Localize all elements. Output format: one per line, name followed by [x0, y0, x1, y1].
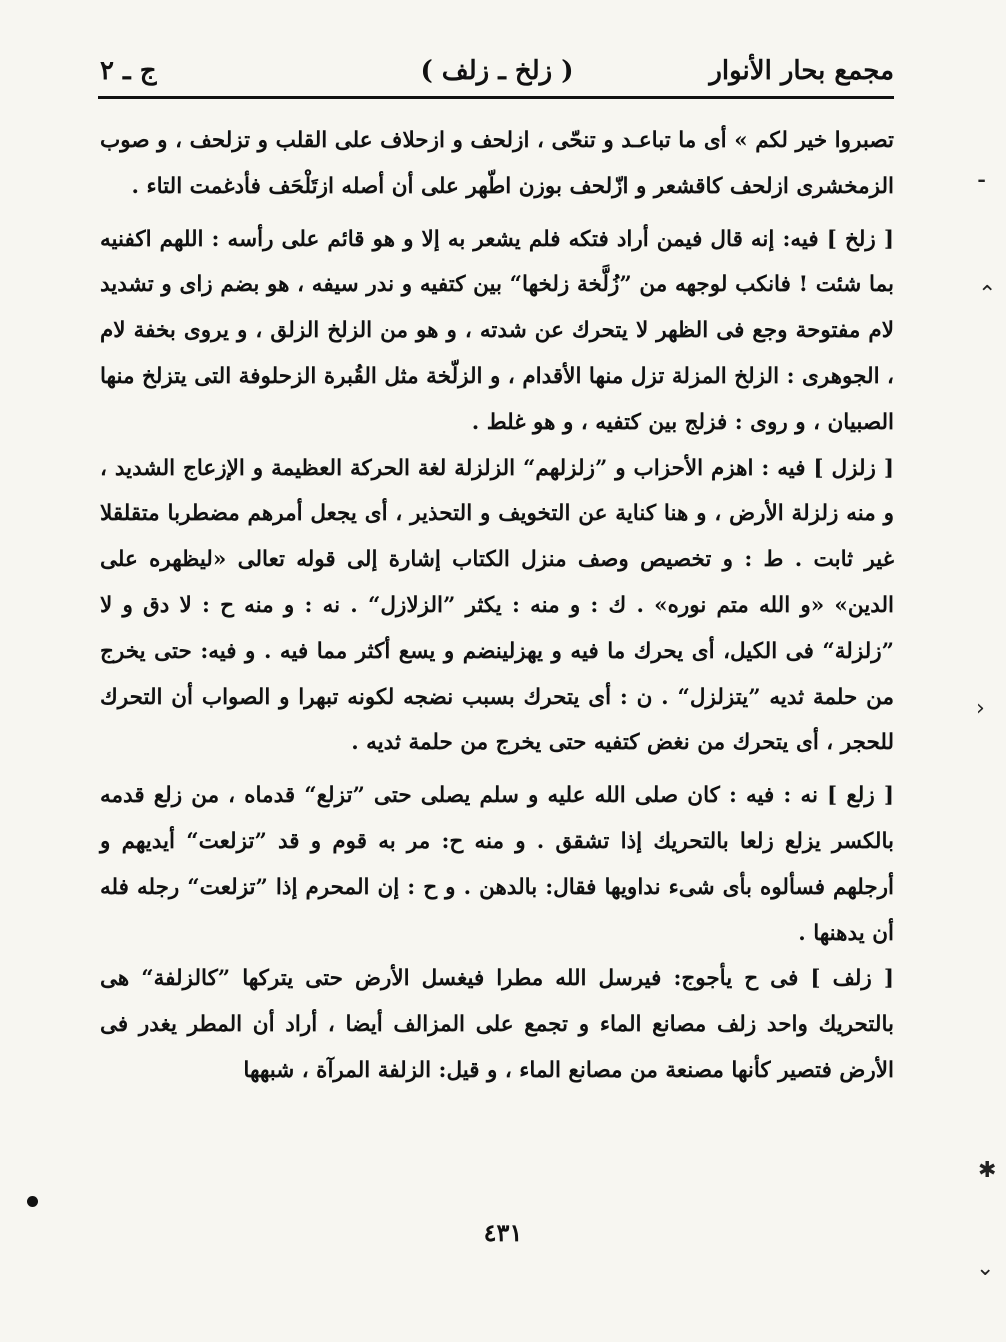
page-header — [100, 48, 894, 88]
entry-zala: [ زلع ] نه : فيه : كان صلى الله عليه و سلم يصلى حتى ”تزلع“ قدماه ، من زلع قدمه بالكسر يزلع زلعا بالتحريك إذا تشقق . و منه ح: مر به قوم و قد ”تزلعت“ أيديهم و أرجلهم فسألوه بأى شىء نداويها فقال: بالدهن . و ح : إن المحرم إذا ”تزلعت“ رجله فله أن يدهنها . — [100, 783, 894, 946]
page-number: ٤٣١ — [483, 1218, 523, 1247]
margin-mark: › — [976, 696, 985, 721]
margin-mark: ⌃ — [978, 282, 997, 307]
margin-mark: ⁃ — [976, 170, 987, 195]
entry-zalakh: [ زلخ ] فيه: إنه قال فيمن أراد فتكه فلم يشعر به إلا و هو قائم على رأسه : اللهم اكفنيه بما شئت ! فانكب لوجهه من ”زُلَّخة زلخها“ بين كتفيه و ندر سيفه ، هو بضم زاى و تشديد لام مفتوحة وجع فى الظهر لا يتحرك عن شدته ، و هو من الزلخ الزلق ، و يروى بخفة لام ، الجوهرى : الزلخ المزلة تزل منها الأقدام ، و الزلّخة مثل القُبرة الزحلوفة التى يتزلخ منها الصبيان ، و روى : فزلج بين كتفيه ، و هو غلط . — [100, 226, 894, 435]
margin-mark: ⌄ — [976, 1256, 995, 1281]
book-title: مجمع بحار الأنوار — [709, 56, 894, 86]
entry-zalaf: [ زلف ] فى ح يأجوج: فيرسل الله مطرا فيغسل الأرض حتى يتركها ”كالزلفة“ هى بالتحريك واحد زلف مصانع الماء و تجمع على المزالف أيضا ، أراد أن المطر يغدر فى الأرض فتصير كأنها مصنعة من مصانع الماء ، و قيل: الزلفة المرآة ، شبهها — [100, 966, 894, 1083]
entry-zalzal: [ زلزل ] فيه : اهزم الأحزاب و ”زلزلهم“ الزلزلة لغة الحركة العظيمة و الإزعاج الشديد ، و منه زلزلة الأرض ، و هنا كناية عن التخويف و التحذير ، أى يجعل أمرهم مضطربا متقلقلا غير ثابت . ط : و تخصيص وصف منزل الكتاب إشارة إلى قوله تعالى «ليظهره على الدين» «و الله متم نوره» . ك : و منه : يكثر ”الزلازل“ . نه : و منه ح : لا دق و لا ”زلزلة“ فى الكيل، أى يحرك ما فيه و يهزلينضم و يسع أكثر مما فيه . و فيه: حتى يخرج من حلمة ثديه ”يتزلزل“ . ن : أى يتحرك بسبب نضجه لكونه تبهرا و الصواب أن التحرك للحجر ، أى يتحرك من نغض كتفيه حتى يخرج من حلمة ثديه . — [100, 455, 894, 756]
header-rule — [98, 96, 894, 99]
margin-dot — [27, 1196, 38, 1207]
page-footer — [0, 1218, 1006, 1247]
volume-label: ج ـ ٢ — [100, 56, 157, 86]
paragraph-continuation: تصبروا خير لكم » أى ما تباعـد و تنحّى ، ازلحف و ازحلاف على القلب و تزلحف ، و صوب الزمخشرى ازلحف كاقشعر و ازّلحف بوزن اطّهر على أن أصله ازتَلْحَف فأدغمت التاء . — [100, 128, 894, 199]
section-heading: ( زلخ ـ زلف ) — [420, 56, 574, 86]
page-body — [100, 118, 894, 1094]
margin-mark: ✱ — [978, 1158, 997, 1183]
